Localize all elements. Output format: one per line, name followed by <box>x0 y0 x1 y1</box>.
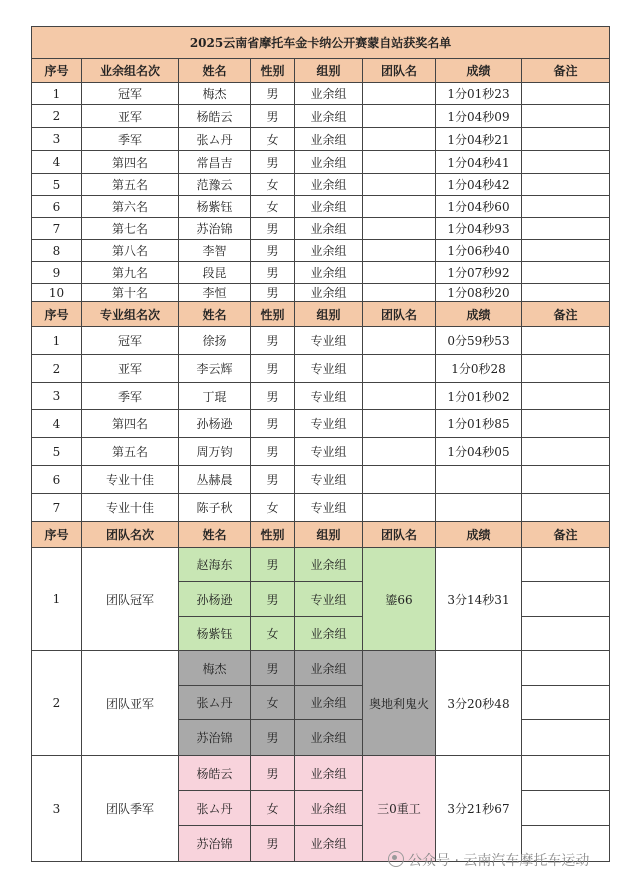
team-member-row <box>32 651 610 686</box>
cell-group: 专业组 <box>295 438 363 466</box>
table-row <box>32 240 610 262</box>
cell-rank: 季军 <box>82 128 179 151</box>
cell-score: 1分04秒21 <box>436 128 522 151</box>
cell-seq: 3 <box>32 756 82 862</box>
cell-name: 张ム丹 <box>179 686 251 720</box>
cell-name: 丁琨 <box>179 383 251 410</box>
cell-score: 1分04秒60 <box>436 196 522 218</box>
cell-score: 3分20秒48 <box>436 651 522 756</box>
cell-group: 专业组 <box>295 410 363 438</box>
col-header-score: 成绩 <box>436 59 522 83</box>
cell-remark <box>522 128 610 151</box>
table-row <box>32 466 610 494</box>
cell-name: 周万钧 <box>179 438 251 466</box>
watermark <box>388 850 589 870</box>
cell-name: 张ム丹 <box>179 791 251 826</box>
cell-rank: 第四名 <box>82 151 179 174</box>
cell-score <box>436 466 522 494</box>
cell-name: 孙杨逊 <box>179 410 251 438</box>
cell-remark <box>522 494 610 522</box>
cell-name: 杨皓云 <box>179 105 251 128</box>
cell-gender: 男 <box>251 438 295 466</box>
cell-remark <box>522 355 610 383</box>
cell-gender: 男 <box>251 327 295 355</box>
cell-group: 业余组 <box>295 151 363 174</box>
cell-score: 1分04秒93 <box>436 218 522 240</box>
col-header-gender: 性别 <box>251 59 295 83</box>
cell-gender: 男 <box>251 582 295 617</box>
cell-group: 专业组 <box>295 355 363 383</box>
cell-gender: 男 <box>251 720 295 756</box>
cell-rank: 第六名 <box>82 196 179 218</box>
cell-name: 徐扬 <box>179 327 251 355</box>
cell-group: 专业组 <box>295 494 363 522</box>
cell-name: 陈子秋 <box>179 494 251 522</box>
cell-seq: 1 <box>32 83 82 105</box>
team-member-row <box>32 756 610 791</box>
table-row <box>32 284 610 302</box>
cell-remark <box>522 582 610 617</box>
cell-team-name: 奥地利鬼火 <box>363 651 436 756</box>
cell-score: 1分01秒23 <box>436 83 522 105</box>
cell-group: 业余组 <box>295 617 363 651</box>
cell-name: 丛赫晨 <box>179 466 251 494</box>
cell-gender: 男 <box>251 240 295 262</box>
cell-gender: 男 <box>251 355 295 383</box>
cell-seq: 4 <box>32 151 82 174</box>
cell-gender: 男 <box>251 151 295 174</box>
cell-group: 业余组 <box>295 756 363 791</box>
cell-team-name <box>363 174 436 196</box>
cell-name: 苏治锦 <box>179 720 251 756</box>
cell-gender: 女 <box>251 196 295 218</box>
cell-rank: 专业十佳 <box>82 494 179 522</box>
cell-remark <box>522 438 610 466</box>
cell-rank: 冠军 <box>82 327 179 355</box>
cell-remark <box>522 327 610 355</box>
cell-group: 业余组 <box>295 651 363 686</box>
cell-gender: 男 <box>251 826 295 862</box>
cell-gender: 男 <box>251 548 295 582</box>
cell-group: 业余组 <box>295 548 363 582</box>
cell-name: 苏治锦 <box>179 826 251 862</box>
col-header-rank: 团队名次 <box>82 522 179 548</box>
cell-score: 1分08秒20 <box>436 284 522 302</box>
team-member-row <box>32 548 610 582</box>
col-header-seq: 序号 <box>32 302 82 327</box>
col-header-rank: 业余组名次 <box>82 59 179 83</box>
table-row <box>32 383 610 410</box>
cell-group: 专业组 <box>295 466 363 494</box>
table-title: 2025云南省摩托车金卡纳公开赛蒙自站获奖名单 <box>32 27 610 59</box>
cell-gender: 男 <box>251 105 295 128</box>
cell-group: 业余组 <box>295 720 363 756</box>
cell-name: 梅杰 <box>179 651 251 686</box>
cell-rank: 第四名 <box>82 410 179 438</box>
cell-team-name <box>363 196 436 218</box>
cell-name: 苏治锦 <box>179 218 251 240</box>
cell-team-name <box>363 83 436 105</box>
cell-gender: 男 <box>251 756 295 791</box>
table-row <box>32 83 610 105</box>
title-row <box>32 27 610 59</box>
cell-score: 3分14秒31 <box>436 548 522 651</box>
cell-name: 李恒 <box>179 284 251 302</box>
cell-rank: 亚军 <box>82 105 179 128</box>
cell-name: 杨皓云 <box>179 756 251 791</box>
cell-remark <box>522 240 610 262</box>
cell-remark <box>522 383 610 410</box>
cell-gender: 女 <box>251 686 295 720</box>
cell-rank: 第八名 <box>82 240 179 262</box>
table-row <box>32 105 610 128</box>
team-header-row <box>32 522 610 548</box>
cell-score: 1分06秒40 <box>436 240 522 262</box>
cell-name: 李云辉 <box>179 355 251 383</box>
cell-gender: 男 <box>251 383 295 410</box>
col-header-name: 姓名 <box>179 302 251 327</box>
cell-seq: 7 <box>32 218 82 240</box>
cell-group: 业余组 <box>295 284 363 302</box>
cell-rank: 团队冠军 <box>82 548 179 651</box>
cell-name: 常昌吉 <box>179 151 251 174</box>
cell-seq: 3 <box>32 128 82 151</box>
col-header-score: 成绩 <box>436 522 522 548</box>
cell-gender: 男 <box>251 284 295 302</box>
table-row <box>32 327 610 355</box>
cell-score: 1分04秒09 <box>436 105 522 128</box>
cell-team-name <box>363 262 436 284</box>
cell-seq: 2 <box>32 651 82 756</box>
cell-gender: 男 <box>251 651 295 686</box>
cell-rank: 团队季军 <box>82 756 179 862</box>
cell-name: 张ム丹 <box>179 128 251 151</box>
cell-score: 3分21秒67 <box>436 756 522 862</box>
cell-gender: 女 <box>251 791 295 826</box>
cell-gender: 女 <box>251 617 295 651</box>
col-header-group: 组别 <box>295 522 363 548</box>
col-header-team-name: 团队名 <box>363 302 436 327</box>
cell-group: 业余组 <box>295 791 363 826</box>
watermark-text: 公众号 · 云南汽车摩托车运动 <box>408 853 590 869</box>
cell-seq: 7 <box>32 494 82 522</box>
cell-seq: 1 <box>32 548 82 651</box>
cell-gender: 男 <box>251 83 295 105</box>
cell-team-name <box>363 438 436 466</box>
cell-gender: 男 <box>251 410 295 438</box>
cell-rank: 冠军 <box>82 83 179 105</box>
cell-seq: 8 <box>32 240 82 262</box>
cell-team-name <box>363 128 436 151</box>
cell-team-name: 三0重工 <box>363 756 436 862</box>
cell-name: 段昆 <box>179 262 251 284</box>
cell-remark <box>522 196 610 218</box>
col-header-team-name: 团队名 <box>363 59 436 83</box>
col-header-seq: 序号 <box>32 59 82 83</box>
cell-name: 赵海东 <box>179 548 251 582</box>
col-header-gender: 性别 <box>251 302 295 327</box>
cell-seq: 1 <box>32 327 82 355</box>
table-row <box>32 438 610 466</box>
col-header-score: 成绩 <box>436 302 522 327</box>
cell-score: 1分0秒28 <box>436 355 522 383</box>
cell-team-name <box>363 240 436 262</box>
cell-team-name <box>363 105 436 128</box>
cell-remark <box>522 410 610 438</box>
cell-score: 1分01秒02 <box>436 383 522 410</box>
cell-gender: 女 <box>251 174 295 196</box>
cell-name: 范豫云 <box>179 174 251 196</box>
table-row <box>32 174 610 196</box>
col-header-group: 组别 <box>295 59 363 83</box>
cell-seq: 6 <box>32 196 82 218</box>
cell-remark <box>522 686 610 720</box>
cell-seq: 3 <box>32 383 82 410</box>
cell-group: 业余组 <box>295 128 363 151</box>
cell-score: 1分01秒85 <box>436 410 522 438</box>
cell-team-name <box>363 410 436 438</box>
table-row <box>32 355 610 383</box>
cell-team-name <box>363 466 436 494</box>
cell-score: 0分59秒53 <box>436 327 522 355</box>
cell-remark <box>522 151 610 174</box>
cell-team-name <box>363 494 436 522</box>
cell-remark <box>522 105 610 128</box>
cell-seq: 5 <box>32 438 82 466</box>
table-row <box>32 218 610 240</box>
cell-name: 孙杨逊 <box>179 582 251 617</box>
cell-team-name <box>363 327 436 355</box>
pro-header-row <box>32 302 610 327</box>
cell-remark <box>522 83 610 105</box>
cell-rank: 团队亚军 <box>82 651 179 756</box>
cell-team-name <box>363 284 436 302</box>
cell-team-name: 鎏66 <box>363 548 436 651</box>
cell-name: 杨紫钰 <box>179 196 251 218</box>
col-header-remark: 备注 <box>522 302 610 327</box>
table-row <box>32 196 610 218</box>
cell-gender: 男 <box>251 466 295 494</box>
cell-rank: 亚军 <box>82 355 179 383</box>
cell-seq: 4 <box>32 410 82 438</box>
cell-group: 业余组 <box>295 826 363 862</box>
cell-group: 专业组 <box>295 383 363 410</box>
cell-rank: 专业十佳 <box>82 466 179 494</box>
cell-remark <box>522 756 610 791</box>
cell-group: 业余组 <box>295 83 363 105</box>
cell-team-name <box>363 383 436 410</box>
cell-team-name <box>363 218 436 240</box>
cell-name: 李智 <box>179 240 251 262</box>
cell-remark <box>522 466 610 494</box>
cell-remark <box>522 174 610 196</box>
cell-rank: 第五名 <box>82 438 179 466</box>
cell-remark <box>522 548 610 582</box>
table-row <box>32 410 610 438</box>
col-header-name: 姓名 <box>179 59 251 83</box>
cell-group: 专业组 <box>295 582 363 617</box>
cell-group: 业余组 <box>295 686 363 720</box>
cell-seq: 10 <box>32 284 82 302</box>
col-header-team-name: 团队名 <box>363 522 436 548</box>
cell-name: 杨紫钰 <box>179 617 251 651</box>
cell-name: 梅杰 <box>179 83 251 105</box>
cell-group: 业余组 <box>295 262 363 284</box>
col-header-remark: 备注 <box>522 59 610 83</box>
cell-remark <box>522 651 610 686</box>
cell-remark <box>522 791 610 826</box>
cell-group: 业余组 <box>295 240 363 262</box>
col-header-name: 姓名 <box>179 522 251 548</box>
cell-seq: 9 <box>32 262 82 284</box>
col-header-rank: 专业组名次 <box>82 302 179 327</box>
table-row <box>32 151 610 174</box>
cell-group: 专业组 <box>295 327 363 355</box>
wechat-official-account-icon <box>388 851 404 867</box>
amateur-header-row <box>32 59 610 83</box>
table-row <box>32 128 610 151</box>
cell-gender: 男 <box>251 262 295 284</box>
cell-score: 1分07秒92 <box>436 262 522 284</box>
cell-group: 业余组 <box>295 196 363 218</box>
col-header-group: 组别 <box>295 302 363 327</box>
cell-team-name <box>363 355 436 383</box>
cell-rank: 季军 <box>82 383 179 410</box>
cell-score: 1分04秒05 <box>436 438 522 466</box>
cell-group: 业余组 <box>295 105 363 128</box>
cell-score <box>436 494 522 522</box>
cell-remark <box>522 284 610 302</box>
cell-gender: 女 <box>251 494 295 522</box>
cell-seq: 2 <box>32 105 82 128</box>
cell-seq: 5 <box>32 174 82 196</box>
cell-remark <box>522 617 610 651</box>
cell-team-name <box>363 151 436 174</box>
cell-seq: 2 <box>32 355 82 383</box>
table-row <box>32 262 610 284</box>
cell-gender: 男 <box>251 218 295 240</box>
award-table <box>31 26 610 862</box>
cell-rank: 第七名 <box>82 218 179 240</box>
cell-remark <box>522 262 610 284</box>
cell-seq: 6 <box>32 466 82 494</box>
cell-gender: 女 <box>251 128 295 151</box>
cell-rank: 第九名 <box>82 262 179 284</box>
cell-score: 1分04秒42 <box>436 174 522 196</box>
cell-score: 1分04秒41 <box>436 151 522 174</box>
cell-group: 业余组 <box>295 174 363 196</box>
col-header-seq: 序号 <box>32 522 82 548</box>
cell-group: 业余组 <box>295 218 363 240</box>
cell-remark <box>522 218 610 240</box>
cell-rank: 第十名 <box>82 284 179 302</box>
col-header-remark: 备注 <box>522 522 610 548</box>
col-header-gender: 性别 <box>251 522 295 548</box>
cell-remark <box>522 720 610 756</box>
cell-rank: 第五名 <box>82 174 179 196</box>
table-row <box>32 494 610 522</box>
